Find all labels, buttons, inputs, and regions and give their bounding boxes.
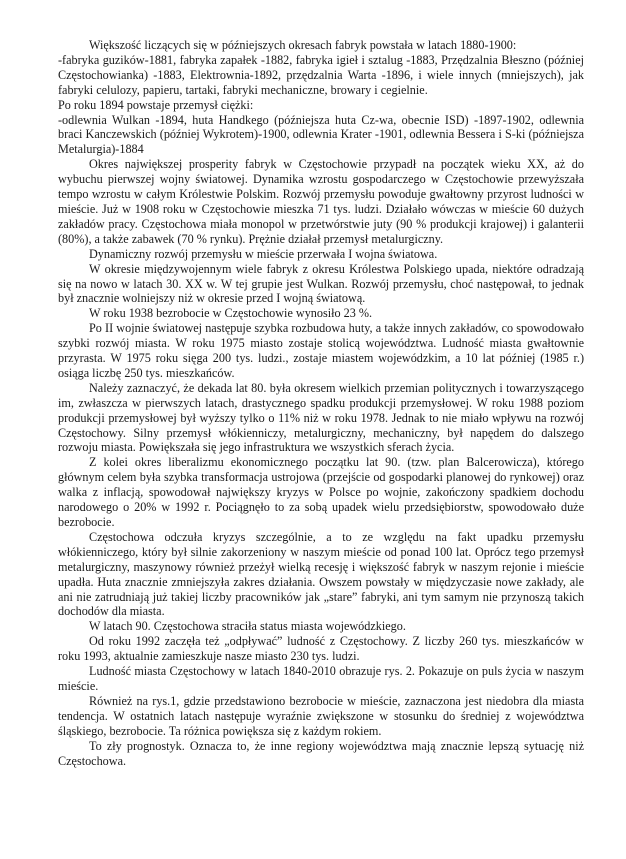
paragraph: Po roku 1894 powstaje przemysł ciężki: (58, 97, 254, 112)
paragraph: Z kolei okres liberalizmu ekonomicznego początku lat 90. (tzw. plan Balcerowicza), którego głównym celem była szybka transformacja ustrojowa (przejście od gospodarki planowej do rynkowej) oraz walka z inflacją, spowodował największy kryzys w Polsce po wojnie, zakończony spadkiem dochodu narodowego o 20% w 1992 r. Pociągnęło to za sobą upadek wielu przedsiębiorstw, spowodowało duże bezrobocie. (58, 455, 584, 529)
paragraph: W okresie międzywojennym wiele fabryk z okresu Królestwa Polskiego upada, niektóre odradzają się na nowo w latach 30. XX w. W tej grupie jest Wulkan. Rozwój przemysłu, choć następował, to jednak był znacznie wolniejszy niż w okresie przed I wojną światową. (58, 261, 584, 306)
paragraph: Częstochowa odczuła kryzys szczególnie, a to ze względu na fakt upadku przemysłu włókienniczego, który był silnie zakorzeniony w naszym mieście od ponad 100 lat. Oprócz tego przemysł metalurgiczny, maszynowy również przeżył wielką recesję i większość fabryk w naszym rejonie i mieście upadła. Huta znacznie zmniejszyła zakres działania. Owszem powstały w międzyczasie nowe zakłady, ale ani nie zatrudniają już takiej liczby pracowników jak „stare” fabryki, ani tym samym nie przynoszą takich dochodów dla miasta. (58, 529, 584, 619)
paragraph: Należy zaznaczyć, że dekada lat 80. była okresem wielkich przemian politycznych i towarzyszącego im, zwłaszcza w pierwszych latach, drastycznego spadku produkcji przemysłowej. W roku 1988 poziom produkcji przemysłowej był wyższy tylko o 11% niż w roku 1978. Jednak to nie miało wpływu na rozwój Częstochowy. Silny przemysł włókienniczy, metalurgiczny, mechaniczny, był napędem do dalszego rozwoju miasta. Powiększała się jego infrastruktura we wszystkich sferach życia. (58, 380, 584, 455)
paragraph: Po II wojnie światowej następuje szybka rozbudowa huty, a także innych zakładów, co spowodowało szybki rozwój miasta. W roku 1975 miasto zostaje stolicą województwa. Ludność miasta gwałtownie przyrasta. W 1975 roku sięga 200 tys. ludzi., zostaje miastem wojewódzkim, a 10 lat później (1985 r.) osiąga liczbę 250 tys. mieszkańców. (58, 321, 584, 380)
paragraph: Również na rys.1, gdzie przedstawiono bezrobocie w mieście, zaznaczona jest niedobra dla miasta tendencja. W ostatnich latach następuje wyraźnie zwiększone w stosunku do średniej z województwa śląskiego, bezrobocie. Ta różnica powiększa się z każdym rokiem. (58, 693, 584, 738)
paragraph: Okres największej prosperity fabryk w Częstochowie przypadł na początek wieku XX, aż do wybuchu pierwszej wojny światowej. Dynamika wzrostu gospodarczego w Częstochowie przewyższała tempo wzrostu w całym Królestwie Polskim. Rozwój przemysłu powoduje gwałtowny przyrost ludności w mieście. Już w 1908 roku w Częstochowie mieszka 71 tys. ludzi. Działało wówczas w mieście 60 dużych zakładów pracy. Częstochowa miała monopol w przetwórstwie juty (90 % produkcji krajowej) i galanterii (80%), a także zabawek (70 % rynku). Prężnie działał przemysł metalurgiczny. (58, 157, 584, 246)
paragraph: Od roku 1992 zaczęła też „odpływać” ludność z Częstochowy. Z liczby 260 tys. mieszkańców w roku 1993, aktualnie zamieszkuje nasze miasto 230 tys. ludzi. (58, 634, 584, 664)
paragraph: Ludność miasta Częstochowy w latach 1840-2010 obrazuje rys. 2. Pokazuje on puls życia w naszym mieście. (58, 664, 584, 693)
paragraph: W roku 1938 bezrobocie w Częstochowie wynosiło 23 %. (89, 306, 373, 321)
paragraph: -odlewnia Wulkan -1894, huta Handkego (późniejsza huta Cz-wa, obecnie ISD) -1897-1902, odlewnia braci Kanczewskich (później Wykrotem)-1900, odlewnia Krater -1901, odlewnia Bessera i S-ki (późniejsza Metalurgia)-1884 (58, 112, 584, 157)
paragraph: To zły prognostyk. Oznacza to, że inne regiony województwa mają znacznie lepszą sytuację niż Częstochowa. (58, 738, 584, 768)
paragraph: -fabryka guzików-1881, fabryka zapałek -1882, fabryka igieł i sztalug -1883, Przędzalnia Błeszno (później Częstochowianka) -1883, Elektrownia-1892, przędzalnia Warta -1896, i wiele innych (mniejszych), jak fabryki celulozy, papieru, tartaki, fabryki mechaniczne, browary i cegielnie. (58, 52, 584, 97)
paragraph: Większość liczących się w późniejszych okresach fabryk powstała w latach 1880-1900: (89, 38, 517, 52)
paragraph: Dynamiczny rozwój przemysłu w mieście przerwała I wojna światowa. (89, 246, 438, 261)
paragraph: W latach 90. Częstochowa straciła status miasta wojewódzkiego. (89, 619, 406, 634)
document-page (58, 38, 584, 768)
